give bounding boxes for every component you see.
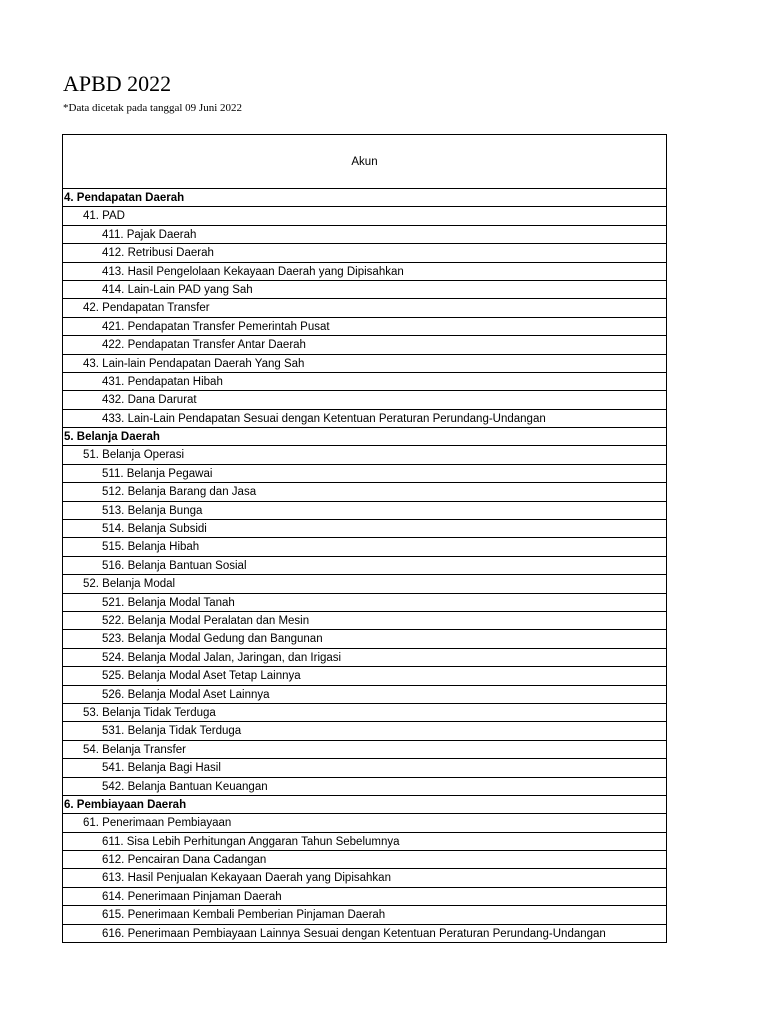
table-row: 526. Belanja Modal Aset Lainnya (63, 686, 666, 704)
column-header-akun: Akun (63, 135, 666, 189)
document-title: APBD 2022 (63, 71, 172, 96)
table-row: 522. Belanja Modal Peralatan dan Mesin (63, 612, 666, 630)
table-row: 514. Belanja Subsidi (63, 520, 666, 538)
table-row: 421. Pendapatan Transfer Pemerintah Pusat (63, 318, 666, 336)
table-row-group: 4. Pendapatan Daerah (63, 189, 666, 207)
table-row-group: 6. Pembiayaan Daerah (63, 796, 666, 814)
table-row-subgroup: 42. Pendapatan Transfer (63, 299, 666, 317)
table-row: 516. Belanja Bantuan Sosial (63, 557, 666, 575)
table-row: 612. Pencairan Dana Cadangan (63, 851, 666, 869)
table-row-subgroup: 53. Belanja Tidak Terduga (63, 704, 666, 722)
print-date-note: *Data dicetak pada tanggal 09 Juni 2022 (63, 102, 243, 114)
table-row: 524. Belanja Modal Jalan, Jaringan, dan Irigasi (63, 649, 666, 667)
table-row: 433. Lain-Lain Pendapatan Sesuai dengan Ketentuan Peraturan Perundang-Undangan (63, 410, 666, 428)
table-row-group: 5. Belanja Daerah (63, 428, 666, 446)
account-table (62, 134, 667, 943)
table-row: 613. Hasil Penjualan Kekayaan Daerah yang Dipisahkan (63, 869, 666, 887)
table-row: 512. Belanja Barang dan Jasa (63, 483, 666, 501)
table-row: 431. Pendapatan Hibah (63, 373, 666, 391)
table-row-subgroup: 51. Belanja Operasi (63, 446, 666, 464)
table-row: 414. Lain-Lain PAD yang Sah (63, 281, 666, 299)
table-row: 521. Belanja Modal Tanah (63, 594, 666, 612)
table-row: 525. Belanja Modal Aset Tetap Lainnya (63, 667, 666, 685)
table-row: 615. Penerimaan Kembali Pemberian Pinjaman Daerah (63, 906, 666, 924)
table-row: 513. Belanja Bunga (63, 502, 666, 520)
table-row: 511. Belanja Pegawai (63, 465, 666, 483)
table-row-subgroup: 52. Belanja Modal (63, 575, 666, 593)
table-row: 432. Dana Darurat (63, 391, 666, 409)
table-row-subgroup: 54. Belanja Transfer (63, 741, 666, 759)
table-row: 541. Belanja Bagi Hasil (63, 759, 666, 777)
table-row: 531. Belanja Tidak Terduga (63, 722, 666, 740)
table-row: 523. Belanja Modal Gedung dan Bangunan (63, 630, 666, 648)
table-row-subgroup: 43. Lain-lain Pendapatan Daerah Yang Sah (63, 355, 666, 373)
table-row: 422. Pendapatan Transfer Antar Daerah (63, 336, 666, 354)
table-row: 611. Sisa Lebih Perhitungan Anggaran Tahun Sebelumnya (63, 833, 666, 851)
table-row-subgroup: 41. PAD (63, 207, 666, 225)
table-row: 542. Belanja Bantuan Keuangan (63, 778, 666, 796)
table-row: 412. Retribusi Daerah (63, 244, 666, 262)
table-row: 515. Belanja Hibah (63, 538, 666, 556)
table-body (63, 189, 666, 943)
table-row: 616. Penerimaan Pembiayaan Lainnya Sesuai dengan Ketentuan Peraturan Perundang-Undangan (63, 925, 666, 943)
table-row-subgroup: 61. Penerimaan Pembiayaan (63, 814, 666, 832)
table-row: 411. Pajak Daerah (63, 226, 666, 244)
table-row: 614. Penerimaan Pinjaman Daerah (63, 888, 666, 906)
table-row: 413. Hasil Pengelolaan Kekayaan Daerah yang Dipisahkan (63, 263, 666, 281)
